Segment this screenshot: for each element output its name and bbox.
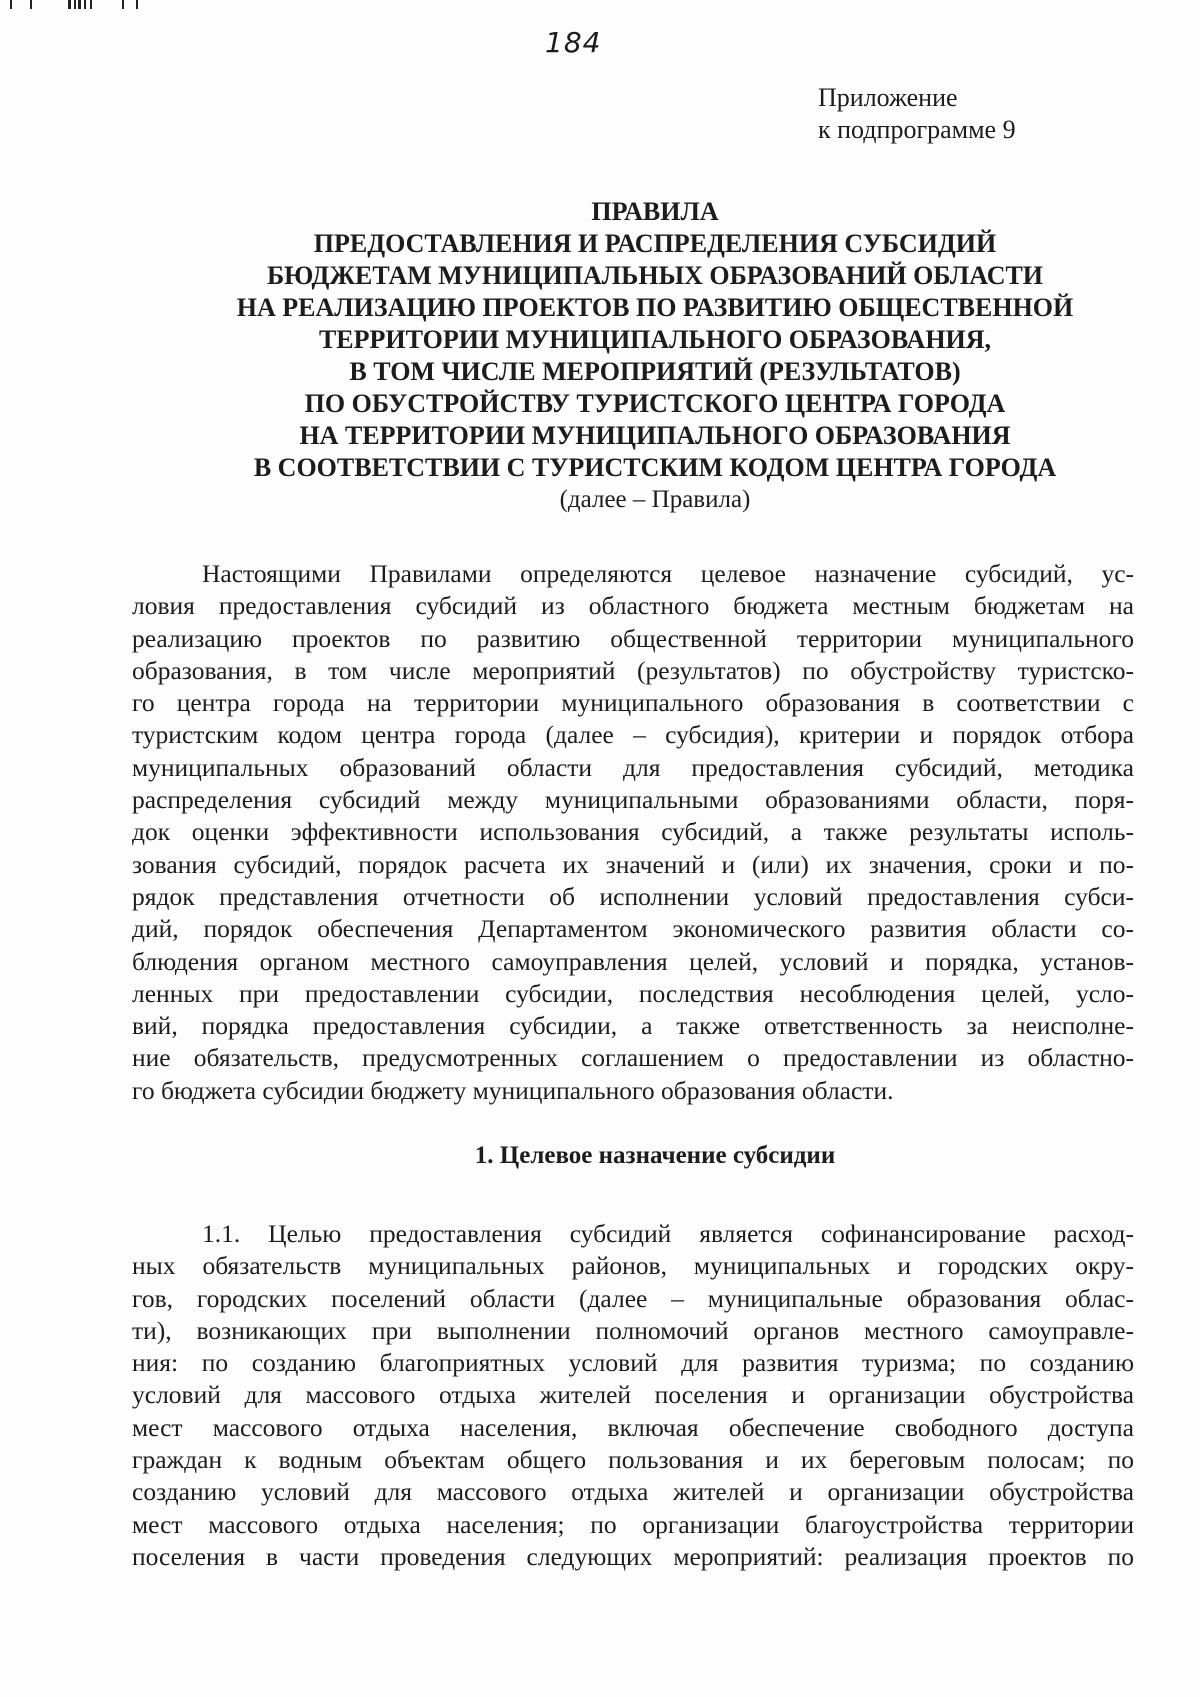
appendix-note: [818, 82, 1016, 146]
paragraph-line: ных обязательств муниципальных районов, муниципальных и городских окру-: [132, 1251, 1134, 1281]
paragraph-line: муниципальных образований области для предоставления субсидий, методика: [132, 752, 1134, 782]
intro-paragraph: [132, 558, 1134, 1107]
appendix-label: Приложение: [818, 83, 958, 112]
paragraph-line: распределения субсидий между муниципальными образованиями области, поря-: [132, 785, 1134, 815]
paragraph-line: мест массового отдыха населения, включая обеспечение свободного доступа: [132, 1412, 1134, 1442]
paragraph-line: образования, в том числе мероприятий (результатов) по обустройству туристско-: [132, 655, 1134, 685]
paragraph-line: созданию условий для массового отдыха жителей и организации обустройства: [132, 1477, 1134, 1507]
paragraph-line: дий, порядок обеспечения Департаментом экономического развития области со-: [132, 914, 1134, 944]
paragraph-line: рядок представления отчетности об исполнении условий предоставления субси-: [132, 881, 1134, 911]
title-line: В ТОМ ЧИСЛЕ МЕРОПРИЯТИЙ (РЕЗУЛЬТАТОВ): [349, 357, 961, 386]
title-line: ПРАВИЛА: [591, 197, 719, 226]
title-subtitle: (далее – Правила): [559, 486, 751, 513]
title-line: ТЕРРИТОРИИ МУНИЦИПАЛЬНОГО ОБРАЗОВАНИЯ,: [318, 325, 992, 354]
paragraph-line: гов, городских поселений области (далее – муниципальные образования облас-: [132, 1283, 1134, 1313]
title-line: В СООТВЕТСТВИИ С ТУРИСТСКИМ КОДОМ ЦЕНТРА ГОРОДА: [253, 453, 1057, 482]
paragraph-line: ние обязательств, предусмотренных соглашением о предоставлении из областно-: [132, 1043, 1134, 1073]
paragraph-line: 1.1. Целью предоставления субсидий является софинансирование расход-: [202, 1219, 1134, 1248]
paragraph-line: блюдения органом местного самоуправления целей, условий и порядка, установ-: [132, 946, 1134, 976]
paragraph-line: мест массового отдыха населения; по организации благоустройства территории: [132, 1509, 1134, 1539]
paragraph-line: го бюджета субсидии бюджету муниципального образования области.: [132, 1075, 894, 1105]
paragraph-line: ния: по созданию благоприятных условий для развития туризма; по созданию: [132, 1348, 1134, 1378]
paragraph-line: ловия предоставления субсидий из областного бюджета местным бюджетам на: [132, 591, 1134, 621]
title-line: НА РЕАЛИЗАЦИЮ ПРОЕКТОВ ПО РАЗВИТИЮ ОБЩЕСТВЕННОЙ: [236, 293, 1074, 322]
appendix-subprogram: к подпрограмме 9: [818, 115, 1016, 144]
paragraph-line: ти), возникающих при выполнении полномочий органов местного самоуправле-: [132, 1315, 1134, 1345]
paragraph-line: реализацию проектов по развитию общественной территории муниципального: [132, 623, 1134, 653]
paragraph-line: го центра города на территории муниципального образования в соответствии с: [132, 688, 1134, 718]
paragraph-line: Настоящими Правилами определяются целевое назначение субсидий, ус-: [202, 559, 1134, 588]
paragraph-line: туристским кодом центра города (далее – субсидия), критерии и порядок отбора: [132, 720, 1134, 750]
title-line: НА ТЕРРИТОРИИ МУНИЦИПАЛЬНОГО ОБРАЗОВАНИЯ: [299, 421, 1011, 450]
section-heading: 1. Целевое назначение субсидии: [474, 1142, 836, 1169]
paragraph-line: граждан к водным объектам общего пользования и их береговым полосам; по: [132, 1445, 1134, 1475]
paragraph-line: поселения в части проведения следующих мероприятий: реализация проектов по: [132, 1541, 1134, 1571]
paragraph-line: вий, порядка предоставления субсидии, а также ответственность за неисполне-: [132, 1011, 1134, 1041]
section1-paragraph: [132, 1218, 1134, 1573]
document-title: [130, 196, 1180, 516]
paragraph-line: условий для массового отдыха жителей поселения и организации обустройства: [132, 1380, 1134, 1410]
title-line: ПО ОБУСТРОЙСТВУ ТУРИСТСКОГО ЦЕНТРА ГОРОДА: [304, 389, 1006, 418]
paragraph-line: зования субсидий, порядок расчета их значений и (или) их значения, сроки и по-: [132, 849, 1134, 879]
handwritten-page-number: 184: [545, 26, 602, 59]
title-line: БЮДЖЕТАМ МУНИЦИПАЛЬНЫХ ОБРАЗОВАНИЙ ОБЛАСТИ: [266, 261, 1044, 290]
paragraph-line: ленных при предоставлении субсидии, последствия несоблюдения целей, усло-: [132, 978, 1134, 1008]
paragraph-line: док оценки эффективности использования субсидий, а также результаты исполь-: [132, 817, 1134, 847]
title-line: ПРЕДОСТАВЛЕНИЯ И РАСПРЕДЕЛЕНИЯ СУБСИДИЙ: [313, 229, 997, 258]
scan-edge-marks: [0, 0, 150, 12]
